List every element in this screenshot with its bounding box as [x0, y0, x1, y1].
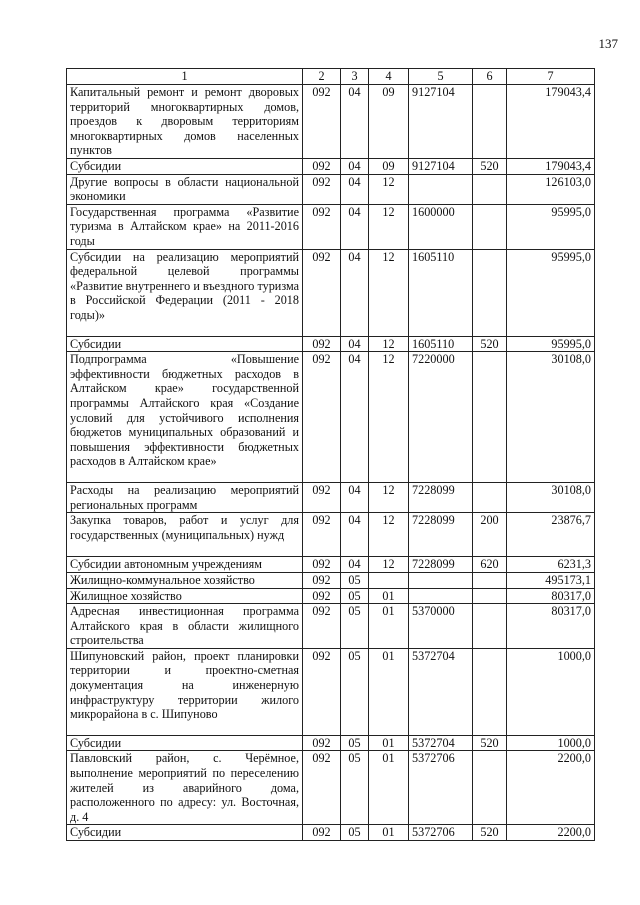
cell-grbs: 092: [303, 735, 341, 751]
cell-section: 05: [341, 604, 369, 649]
cell-grbs: 092: [303, 483, 341, 513]
cell-name: Расходы на реализацию мероприятий региональных программ: [67, 483, 303, 513]
budget-table: [66, 68, 595, 841]
cell-name: Закупка товаров, работ и услуг для государственных (муниципальных) нужд: [67, 513, 303, 557]
table-row: [67, 158, 595, 174]
cell-expense-type: [473, 588, 507, 604]
cell-subsection: 09: [369, 85, 409, 159]
column-header: 6: [473, 69, 507, 85]
cell-name: Субсидии на реализацию мероприятий федеральной целевой программы «Развитие внутреннего и въездного туризма в Российской Федерации (2011 - 2018 годы)»: [67, 249, 303, 336]
cell-amount: 95995,0: [507, 204, 595, 249]
cell-target-article: 7228099: [409, 513, 473, 557]
cell-grbs: 092: [303, 513, 341, 557]
table-row: [67, 352, 595, 483]
cell-subsection: 12: [369, 336, 409, 352]
table-row: [67, 557, 595, 573]
cell-expense-type: [473, 204, 507, 249]
cell-name: Субсидии: [67, 158, 303, 174]
cell-name: Субсидии: [67, 336, 303, 352]
cell-subsection: 12: [369, 352, 409, 483]
cell-target-article: [409, 174, 473, 204]
cell-name: Жилищное хозяйство: [67, 588, 303, 604]
cell-expense-type: [473, 483, 507, 513]
cell-expense-type: 520: [473, 735, 507, 751]
cell-subsection: 01: [369, 588, 409, 604]
cell-section: 05: [341, 588, 369, 604]
cell-expense-type: 520: [473, 158, 507, 174]
cell-section: 05: [341, 751, 369, 825]
cell-amount: 1000,0: [507, 735, 595, 751]
cell-expense-type: [473, 751, 507, 825]
cell-grbs: 092: [303, 158, 341, 174]
cell-expense-type: [473, 249, 507, 336]
column-header: 5: [409, 69, 473, 85]
cell-expense-type: [473, 604, 507, 649]
cell-name: Другие вопросы в области национальной экономики: [67, 174, 303, 204]
cell-target-article: 5372706: [409, 825, 473, 841]
cell-amount: 2200,0: [507, 751, 595, 825]
table-row: [67, 648, 595, 735]
cell-subsection: 01: [369, 825, 409, 841]
cell-grbs: 092: [303, 825, 341, 841]
cell-grbs: 092: [303, 249, 341, 336]
cell-amount: 95995,0: [507, 336, 595, 352]
cell-subsection: 12: [369, 174, 409, 204]
cell-name: Государственная программа «Развитие туризма в Алтайском крае» на 2011-2016 годы: [67, 204, 303, 249]
table-row: [67, 604, 595, 649]
cell-target-article: 1605110: [409, 336, 473, 352]
cell-name: Субсидии: [67, 735, 303, 751]
cell-subsection: 01: [369, 604, 409, 649]
cell-target-article: 5372704: [409, 735, 473, 751]
cell-amount: 179043,4: [507, 158, 595, 174]
header-row: [67, 69, 595, 85]
cell-subsection: 12: [369, 249, 409, 336]
cell-grbs: 092: [303, 85, 341, 159]
cell-section: 05: [341, 825, 369, 841]
cell-name: Субсидии: [67, 825, 303, 841]
cell-target-article: 7228099: [409, 557, 473, 573]
cell-name: Субсидии автономным учреждениям: [67, 557, 303, 573]
cell-expense-type: [473, 648, 507, 735]
cell-expense-type: 200: [473, 513, 507, 557]
cell-name: Адресная инвестиционная программа Алтайского края в области жилищного строительства: [67, 604, 303, 649]
cell-target-article: 1605110: [409, 249, 473, 336]
cell-expense-type: [473, 174, 507, 204]
cell-name: Капитальный ремонт и ремонт дворовых территорий многоквартирных домов, проездов к дворовым территориям многоквартирных домов населенных пунктов: [67, 85, 303, 159]
cell-expense-type: [473, 85, 507, 159]
cell-subsection: 01: [369, 751, 409, 825]
cell-target-article: 9127104: [409, 85, 473, 159]
cell-amount: 80317,0: [507, 588, 595, 604]
column-header: 3: [341, 69, 369, 85]
cell-subsection: 12: [369, 513, 409, 557]
cell-subsection: 01: [369, 648, 409, 735]
cell-amount: 95995,0: [507, 249, 595, 336]
cell-grbs: 092: [303, 336, 341, 352]
table-row: [67, 174, 595, 204]
cell-expense-type: 520: [473, 825, 507, 841]
cell-section: 04: [341, 483, 369, 513]
cell-grbs: 092: [303, 604, 341, 649]
cell-grbs: 092: [303, 572, 341, 588]
table-row: [67, 751, 595, 825]
cell-amount: 1000,0: [507, 648, 595, 735]
cell-subsection: 12: [369, 557, 409, 573]
cell-name: Павловский район, с. Черёмное, выполнение мероприятий по переселению жителей из аварийного дома, расположенного по адресу: ул. Восточная, д. 4: [67, 751, 303, 825]
table-row: [67, 249, 595, 336]
cell-name: Жилищно-коммунальное хозяйство: [67, 572, 303, 588]
column-header: 4: [369, 69, 409, 85]
cell-section: 05: [341, 735, 369, 751]
cell-target-article: [409, 572, 473, 588]
cell-target-article: 7228099: [409, 483, 473, 513]
cell-expense-type: [473, 352, 507, 483]
cell-grbs: 092: [303, 648, 341, 735]
table-body: [67, 85, 595, 841]
cell-section: 04: [341, 352, 369, 483]
cell-section: 04: [341, 249, 369, 336]
cell-target-article: [409, 588, 473, 604]
cell-grbs: 092: [303, 352, 341, 483]
cell-section: 04: [341, 204, 369, 249]
table-row: [67, 513, 595, 557]
cell-section: 04: [341, 174, 369, 204]
cell-section: 04: [341, 85, 369, 159]
cell-section: 05: [341, 648, 369, 735]
cell-target-article: 5372706: [409, 751, 473, 825]
cell-amount: 30108,0: [507, 483, 595, 513]
cell-grbs: 092: [303, 751, 341, 825]
cell-subsection: 12: [369, 204, 409, 249]
table-row: [67, 735, 595, 751]
table-row: [67, 336, 595, 352]
cell-amount: 495173,1: [507, 572, 595, 588]
cell-section: 04: [341, 158, 369, 174]
table-row: [67, 204, 595, 249]
cell-grbs: 092: [303, 557, 341, 573]
column-header: 7: [507, 69, 595, 85]
cell-subsection: 09: [369, 158, 409, 174]
cell-grbs: 092: [303, 204, 341, 249]
table-row: [67, 85, 595, 159]
cell-name: Шипуновский район, проект планировки территории и проектно-сметная документация на инженерную инфраструктуру территории жилого микрорайона в с. Шипуново: [67, 648, 303, 735]
cell-expense-type: 520: [473, 336, 507, 352]
cell-subsection: 12: [369, 483, 409, 513]
cell-amount: 30108,0: [507, 352, 595, 483]
cell-amount: 80317,0: [507, 604, 595, 649]
cell-subsection: [369, 572, 409, 588]
table-row: [67, 483, 595, 513]
cell-target-article: 5370000: [409, 604, 473, 649]
cell-amount: 23876,7: [507, 513, 595, 557]
cell-amount: 179043,4: [507, 85, 595, 159]
cell-section: 05: [341, 572, 369, 588]
cell-name: Подпрограмма «Повышение эффективности бюджетных расходов в Алтайском крае» государственной программы Алтайского края «Создание условий для устойчивого исполнения бюджетов муниципальных образований и повышения эффективности бюджетных расходов в Алтайском крае»: [67, 352, 303, 483]
table-row: [67, 825, 595, 841]
cell-amount: 6231,3: [507, 557, 595, 573]
cell-target-article: 7220000: [409, 352, 473, 483]
cell-section: 04: [341, 557, 369, 573]
cell-subsection: 01: [369, 735, 409, 751]
cell-grbs: 092: [303, 588, 341, 604]
column-header: 1: [67, 69, 303, 85]
cell-amount: 126103,0: [507, 174, 595, 204]
cell-grbs: 092: [303, 174, 341, 204]
cell-target-article: 1600000: [409, 204, 473, 249]
table-row: [67, 588, 595, 604]
column-header: 2: [303, 69, 341, 85]
cell-amount: 2200,0: [507, 825, 595, 841]
page-number: 137: [598, 36, 618, 51]
cell-expense-type: 620: [473, 557, 507, 573]
cell-section: 04: [341, 513, 369, 557]
cell-target-article: 5372704: [409, 648, 473, 735]
cell-target-article: 9127104: [409, 158, 473, 174]
table-row: [67, 572, 595, 588]
cell-expense-type: [473, 572, 507, 588]
cell-section: 04: [341, 336, 369, 352]
